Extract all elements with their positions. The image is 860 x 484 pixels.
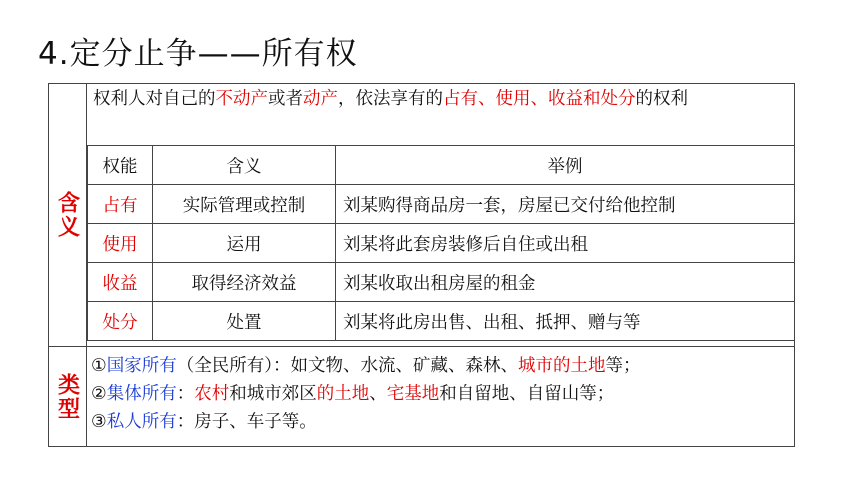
type-name: 集体所有 [106,384,177,404]
type-collective-ownership [91,380,791,408]
definition-segment: 或者 [268,89,303,109]
meaning-cell: 取得经济效益 [153,263,336,302]
meaning-cell: 运用 [153,224,336,263]
type-highlight: 的土地 [316,384,370,404]
example-cell: 刘某将此套房装修后自住或出租 [336,224,795,263]
example-cell: 刘某购得商品房一套，房屋已交付给他控制 [336,185,795,224]
type-name: 私人所有 [106,412,177,432]
type-description: ：房子、车子等。 [176,412,317,432]
type-description: ： [176,384,195,404]
type-description: 等； [605,356,641,376]
definition-segment: 的权利 [635,89,688,109]
table-row [88,185,795,224]
list-marker: ② [91,384,107,404]
definition-highlight-movable: 动产 [303,89,338,109]
example-cell: 刘某将此房出售、出租、抵押、赠与等 [336,302,795,341]
table-row [88,302,795,341]
definition-segment: 权利人对自己的 [93,89,216,109]
header-example: 举例 [336,146,795,185]
meaning-cell: 处置 [153,302,336,341]
list-marker: ③ [91,412,107,432]
table-row [88,263,795,302]
type-highlight: 农村 [194,384,230,404]
type-highlight: 宅基地 [386,384,440,404]
table-header-row [88,146,795,185]
meaning-label: 含义 [54,190,80,239]
definition-highlight-immovable: 不动产 [215,89,268,109]
type-description: 、 [369,384,387,404]
meaning-label-cell [48,83,87,346]
type-state-ownership [91,352,791,380]
power-cell: 收益 [88,263,153,302]
example-cell: 刘某收取出租房屋的租金 [336,263,795,302]
type-description: 和自留地、自留山等； [439,384,615,404]
type-private-ownership [91,408,791,436]
section-divider [48,346,795,347]
page-title: 4.定分止争——所有权 [38,36,358,72]
meaning-cell: 实际管理或控制 [153,185,336,224]
type-description: （全民所有）：如文物、水流、矿藏、森林、 [176,356,518,376]
definition-highlight-powers: 占有、使用、收益和处分 [443,89,636,109]
list-marker: ① [91,356,107,376]
power-cell: 占有 [88,185,153,224]
rights-table [87,145,795,341]
definition-text [93,86,789,113]
types-label-cell [48,346,87,447]
header-meaning: 含义 [153,146,336,185]
header-power: 权能 [88,146,153,185]
power-cell: 使用 [88,224,153,263]
table-row [88,224,795,263]
definition-segment: ，依法享有的 [338,89,443,109]
type-name: 国家所有 [106,356,177,376]
types-label: 类型 [54,372,80,421]
type-highlight: 城市的土地 [517,356,606,376]
power-cell: 处分 [88,302,153,341]
type-description: 和城市郊区 [229,384,317,404]
types-list [91,352,791,436]
